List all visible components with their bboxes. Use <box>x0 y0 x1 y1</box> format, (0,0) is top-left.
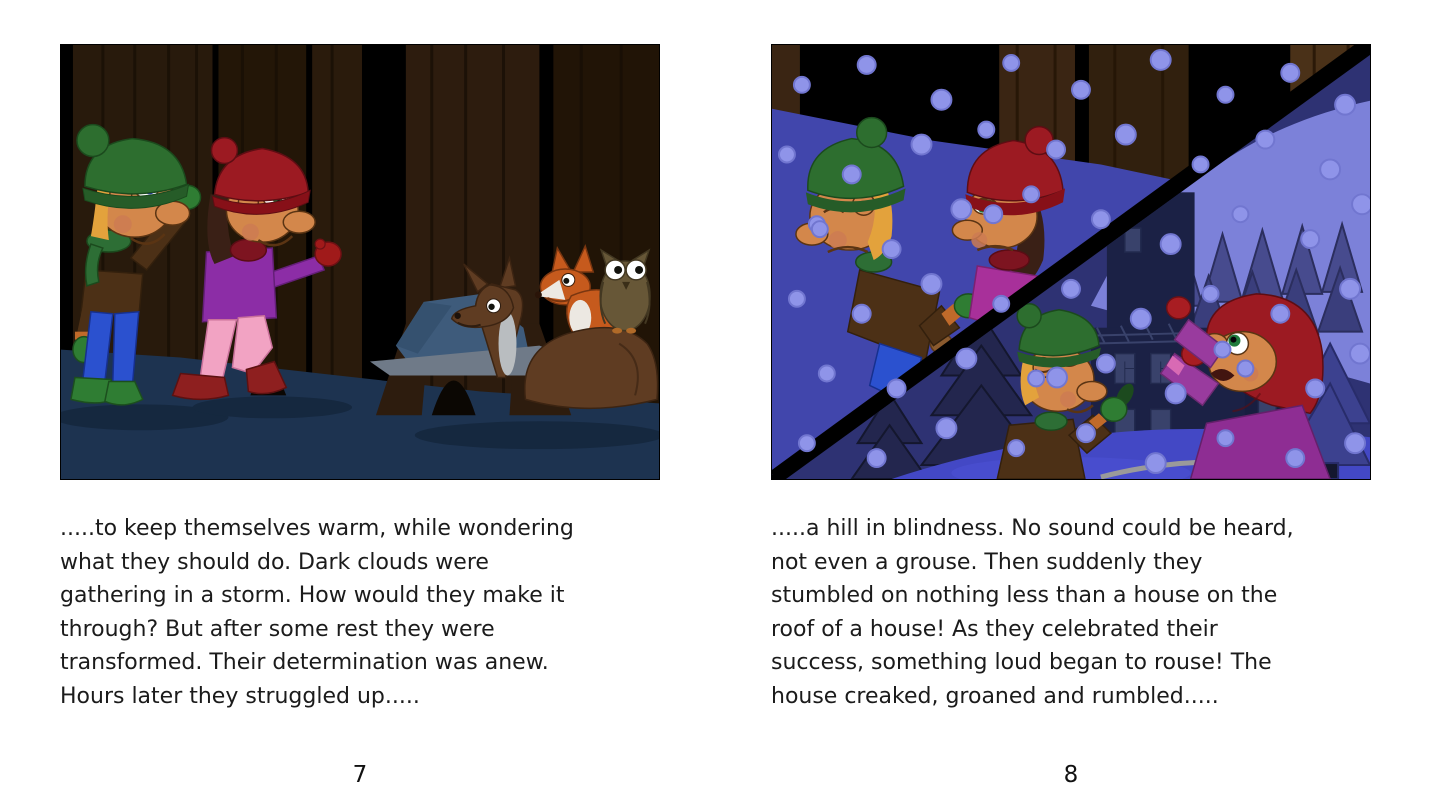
storybook-page-right <box>771 44 1371 804</box>
story-line: not even a grouse. Then suddenly they <box>771 549 1203 575</box>
story-line: house creaked, groaned and rumbled..... <box>771 683 1219 709</box>
page-number-right: 8 <box>1063 762 1079 788</box>
story-line: .....to keep themselves warm, while wondering <box>60 516 574 541</box>
story-line: what they should do. Dark clouds were <box>60 549 489 575</box>
storybook-page-left <box>60 44 660 804</box>
story-text-right <box>771 512 1371 713</box>
story-line: roof of a house! As they celebrated their <box>771 616 1218 642</box>
illustration-snowstorm <box>771 44 1371 480</box>
story-line: gathering in a storm. How would they make it <box>60 583 565 608</box>
story-line: through? But after some rest they were <box>60 616 495 642</box>
story-line: Hours later they struggled up..... <box>60 683 420 709</box>
page-number-left: 7 <box>352 762 368 788</box>
illustration-forest-night <box>60 44 660 480</box>
story-line: transformed. Their determination was anew. <box>60 650 549 675</box>
story-text-left <box>60 512 660 713</box>
story-line: stumbled on nothing less than a house on the <box>771 583 1278 608</box>
forest-night-scene <box>61 45 659 479</box>
story-line: .....a hill in blindness. No sound could be heard, <box>771 516 1294 541</box>
owl <box>600 250 650 334</box>
story-line: success, something loud began to rouse! The <box>771 650 1272 675</box>
snowstorm-scene <box>772 45 1370 479</box>
